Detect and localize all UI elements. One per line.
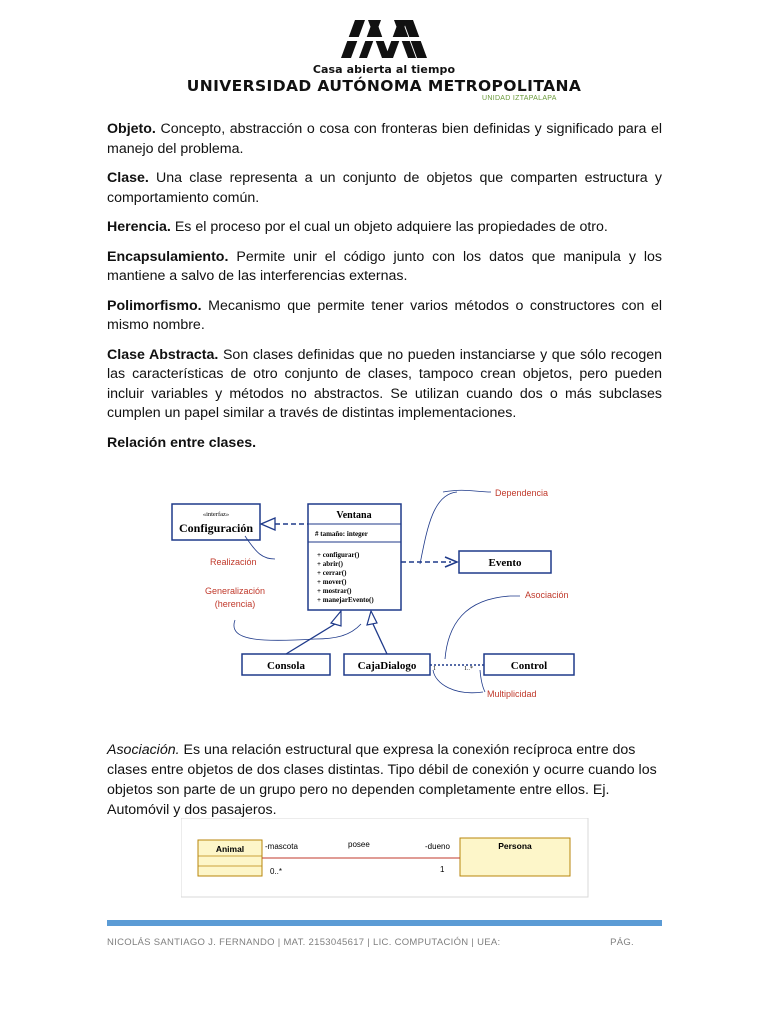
footer [107,937,634,948]
mult-right: 1 [440,865,445,874]
unidad-label: UNIDAD IZTAPALAPA [482,95,557,102]
definition-term: Encapsulamiento. [107,248,229,265]
document-header [0,18,768,95]
definition-term: Clase Abstracta. [107,346,219,363]
role-right: -dueno [425,842,450,851]
association-diagram [181,818,589,898]
assoc-name: posee [348,840,370,849]
definition-text: Mecanismo que permite tener varios métodos o constructores con el mismo nombre. [107,297,662,333]
definition-encapsulamiento [107,248,662,287]
mult-left: 1 [433,666,436,672]
footer-bar [107,920,662,926]
persona-label: Persona [498,841,532,851]
label-generalizacion: Generalización [204,586,266,596]
label-asociacion: Asociación [525,590,569,600]
label-multiplicidad: Multiplicidad [487,689,537,699]
ventana-method: + manejarEvento() [317,596,374,604]
interface-stereotype: «interfaz» [202,511,230,518]
cajadialogo-label: CajaDialogo [357,660,417,672]
ventana-method: + cerrar() [317,569,347,577]
definition-clase-abstracta [107,346,662,424]
definition-term: Herencia. [107,219,171,235]
definition-objeto [107,120,662,159]
definition-polimorfismo [107,297,662,336]
definition-term: Clase. [107,170,149,186]
ventana-method: + mostrar() [317,587,352,595]
animal-label: Animal [215,844,245,854]
control-label: Control [510,660,548,672]
uam-logo [341,18,427,60]
definition-term: Objeto. [107,121,156,137]
role-left: -mascota [265,842,298,851]
definition-clase [107,169,662,208]
definition-text: Concepto, abstracción o cosa con fronteras bien definidas y significado para el manejo del problema. [107,121,662,157]
definition-term: Polimorfismo. [107,297,202,314]
definition-text: Son clases definidas que no pueden instanciarse y que sólo recogen las características de otro conjunto de clases, tampoco crean objetos, pero pueden incluir variables y métodos no abstractos. Se utilizan cuando dos o más subclases cumplen un papel similar a través de distintas implementaciones. [107,346,662,421]
ventana-label: Ventana [336,510,372,521]
footer-text: NICOLÁS SANTIAGO J. FERNANDO | MAT. 2153045617 | LIC. COMPUTACIÓN | UEA: [107,937,501,948]
ventana-method: + configurar() [317,551,360,559]
evento-label: Evento [488,557,522,569]
definition-herencia [107,218,662,238]
page-label: PÁG. [610,937,634,948]
ventana-method: + mover() [317,578,347,586]
label-herencia: (herencia) [214,599,256,609]
uml-class-diagram [165,474,585,710]
label-realizacion: Realización [210,557,257,567]
ventana-method: + abrir() [317,560,343,568]
mult-left: 0..* [270,867,283,876]
definition-text: Permite unir el código junto con los datos que manipula y los mantiene a salvo de las interferencias externas. [107,248,662,284]
university-tagline: Casa abierta al tiempo [312,63,456,76]
university-name: UNIVERSIDAD AUTÓNOMA METROPOLITANA [186,77,582,95]
asociacion-term: Asociación. [107,742,180,759]
configuracion-label: Configuración [178,521,254,535]
label-dependencia: Dependencia [495,488,549,498]
relation-heading: Relación entre clases. [107,434,257,451]
definitions-section [107,120,662,453]
asociacion-text: Es una relación estructural que expresa la conexión recíproca entre dos clases entre objetos de dos clases distintas. Tipo débil de conexión y ocurre cuando los objetos son parte de un grupo pero no dependen completamente entre ellos. Ej. Automóvil y dos pasajeros. [107,742,657,819]
mult-right: 1..* [464,666,473,672]
asociacion-paragraph [107,740,662,820]
definition-text: Una clase representa a un conjunto de objetos que comparten estructura y comportamiento común. [107,170,662,206]
ventana-attribute: # tamaño: integer [315,530,368,538]
definition-text: Es el proceso por el cual un objeto adquiere las propiedades de otro. [170,219,608,235]
consola-label: Consola [267,660,305,672]
